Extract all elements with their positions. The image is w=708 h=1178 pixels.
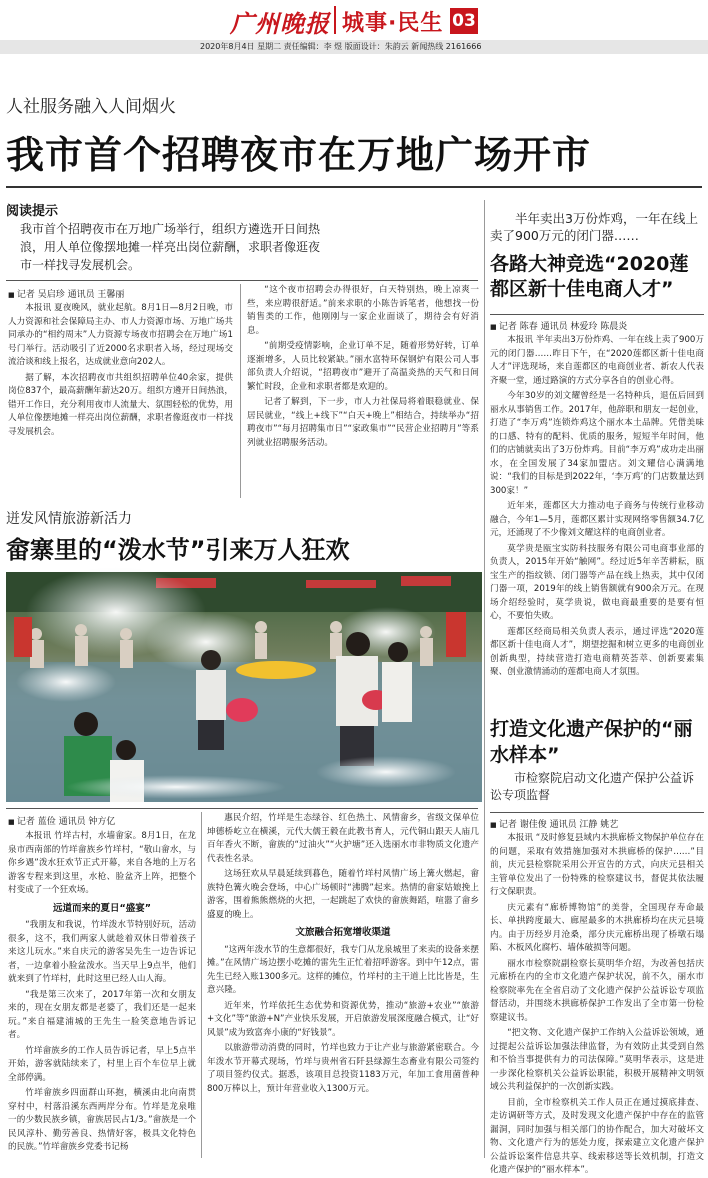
lead-paragraph: 本报讯 夏夜晚风，就业起航。8月1日—8月2日晚，市人力资源和社会保障局主办、市人力资源市场、万地广场共同承办的“相约周末”人力资源专场夜市招聘会在万地广场1号门举行。活动吸引了近2000名求职者入场，经过现场交流洽谈和线上报名，达成就业意向202人。 [8, 303, 233, 367]
lead-paragraph: “这个夜市招聘会办得很好，白天特别热，晚上凉爽一些，来应聘很舒适。”前来求职的小陈告诉笔者，他想找一份销售类的工作，他刚刚与一家企业面谈了，期待会有好消息。 [247, 285, 479, 336]
ecommerce-paragraph: 莲都区经商局相关负责人表示，通过评选“2020莲都区新十佳电商人才”，期望挖掘和树立更多的电商创业创新典型，持续营造打造电商精英荟萃、创新要素集聚、创业激情涌动的莲都电商人才氛围。 [490, 626, 704, 677]
heritage-paragraph: 庆元素有“廊桥博物馆”的美誉，全国现存寿命最长、单拱跨度最大、廊屋最多的木拱廊桥均在庆元县境内。由于历经岁月沧桑，部分庆元廊桥出现了桥墩石塌陷、木板风化腐朽、墙体破损等问题。 [490, 902, 704, 953]
column-rule [240, 284, 241, 498]
festival-byline: ■ 记者 蓝俭 通讯员 钟方亿 [8, 814, 115, 827]
heritage-paragraph: “把文物、文化遗产保护工作纳入公益诉讼领域，通过提起公益诉讼加强法律监督，为有效防止其受到自然和不恰当事提供有力的司法保障。”莫明华表示，这是进一步深化检察机关公益诉讼职能，积极开展精神文明领域公共利益保护的一次创新实践。 [490, 1028, 704, 1092]
heritage-dek: 市检察院启动文化遗产保护公益诉讼专项监督 [490, 771, 695, 802]
festival-byline-rule [6, 808, 478, 809]
heritage-byline-rule [490, 812, 704, 813]
heritage-body [490, 832, 704, 1175]
festival-subhead-2: 文旅融合拓宽增收渠道 [295, 927, 391, 938]
ecommerce-headline: 各路大神竞选“2020莲都区新十佳电商人才” [490, 253, 689, 300]
page-number-badge: 03 [450, 8, 478, 34]
heritage-headline: 打造文化遗产保护的“丽水样本” [490, 718, 693, 766]
festival-body-col1 [8, 830, 196, 1158]
lead-body-col1 [8, 302, 233, 498]
festival-paragraph: 竹垟畲族乡的工作人员告诉记者，早上5点半开始，游客就陆续来了，村里上百个车位早上就全部停满。 [8, 1045, 196, 1083]
digest-text: 我市首个招聘夜市在万地广场举行，组织方遴选开日间热浪，用人单位像摆地摊一样亮出岗位薪酬，求职者像逛夜市一样找寻发展机会。 [20, 222, 321, 272]
lead-body-col2 [247, 284, 479, 498]
festival-body-col2 [207, 812, 479, 1158]
lead-divider [6, 186, 702, 188]
festival-paragraph: 这场狂欢从早晨延续到暮色，随着竹垟村风情广场上篝火燃起，畲族特色篝火晚会登场，中心广场顿时“沸腾”起来。热情的畲家姑娘挽上游客，围着熊熊燃烧的火把，一起跳起了欢快的畲族舞蹈，喧嚣了畲乡盛夏的晚上。 [207, 869, 479, 920]
festival-paragraph: 惠民介绍，竹垟是生态绿谷、红色热土、风情畲乡，省级文保单位坤德桥屹立在横溪，元代大儒王毅在此教书育人，元代铜山跟天人庙几百年香火不断，畲族的“过油火”“火护塘”还入选丽水市非物质文化遗产代表性名录。 [207, 813, 479, 864]
heritage-paragraph: 本报讯 “及时修复县域内木拱廊桥文物保护单位存在的问题，采取有效措施加强对木拱廊桥的保护……”目前，庆元县检察院采用公开宣告的方式，向庆元县相关主管单位发出了一份特殊的检察建议书，督促其依法履行文保职责。 [490, 833, 704, 897]
ecommerce-paragraph: 今年30岁的刘文耀曾经是一名特种兵，退伍后回到丽水从事销售工作。2017年，他辞职和朋友一起创业，打造了“李万鸡”连锁炸鸡这个丽水本土品牌。凭借美味的口感、特有的配料、优质的服务，短短半年时间，他们的店铺就卖出了3万份炸鸡。目前“李万鸡”成功走出丽水，在全国发展了34家加盟店。刘文耀信心满满地说：“我们的目标是到2022年，‘李万鸡’的门店数量达到300家！” [490, 391, 704, 496]
lead-headline: 我市首个招聘夜市在万地广场开市 [6, 133, 592, 177]
issue-meta-line: 2020年8月4日 星期二 责任编辑：李 煜 版面设计：朱韵云 新闻热线 2161666 [0, 40, 708, 54]
festival-paragraph: “这两年泼水节的生意都很好，我专门从龙泉城里了来卖的设备来摆摊。”在风情广场边摆小吃摊的雷先生正忙着招呼游客。到中午12点，雷先生已经入账1300多元。这样的摊位，竹垟村的主干道上比比皆是，生意兴隆。 [207, 944, 479, 995]
section-name: 城事·民生 [342, 11, 444, 36]
festival-paragraph: “我是第三次来了，2017年第一次和女朋友来的，现在女朋友都是老婆了，我们还是一起来玩。”来自福建浦城的王先生一脸笑意地告诉记者。 [8, 989, 196, 1040]
festival-paragraph: 近年来，竹垟依托生态优势和资源优势，推动“旅游+农业”“旅游+文化”等“旅游+N”产业快乐发展，开启旅游发展深度融合模式，让“好风景”成为致富奔小康的“好钱景”。 [207, 1000, 479, 1038]
festival-paragraph: 竹垟畲族乡四面群山环抱，横溪由北向南贯穿村中，村落沿溪东西两岸分布。竹垟是龙泉唯一的少数民族乡镇，畲族居民占1/3。”畲族是一个民风淳朴、勤劳善良、热情好客，极具文化特色的民族。”竹垟畲族乡党委书记杨 [8, 1088, 196, 1152]
ecommerce-paragraph: 近年来，莲都区大力推动电子商务与传统行业移动融合，今年1—5月，莲都区累计实现网络零售额34.7亿元，还涌现了不少像刘文耀这样的电商创业者。 [490, 501, 704, 538]
ecommerce-byline-rule [490, 314, 704, 315]
paper-name: 广州晚报 [230, 9, 330, 38]
ecommerce-byline: ■ 记者 陈春 通讯员 林爱玲 陈晨炎 [490, 319, 627, 332]
ecommerce-dek: 半年卖出3万份炸鸡，一年在线上卖了900万元的闭门器…… [490, 211, 698, 243]
heritage-paragraph: 丽水市检察院副检察长莫明华介绍，为改善包括庆元廊桥在内的全市文化遗产保护状况，前不久，丽水市检察院率先在全省启动了文化遗产保护公益诉讼专项监督活动，并围绕木拱廊桥保护工作发出了全市第一份检察建议书。 [490, 958, 704, 1023]
festival-kicker: 迸发风情旅游新活力 [6, 511, 132, 527]
lead-kicker: 人社服务融入人间烟火 [6, 97, 176, 117]
ecommerce-body [490, 334, 704, 706]
column-rule [201, 812, 202, 1158]
lead-paragraph: 据了解，本次招聘夜市共组织招聘单位40余家，提供岗位837个，最高薪酬年薪达20万。组织方遴开日间热浪，错开工作日，充分利用夜市人流量大、氛围轻松的优势，用人单位像摆地摊一样亮出岗位薪酬，求职者像逛夜市一样找寻发展机会。 [8, 372, 233, 437]
masthead-divider [334, 6, 336, 34]
lead-paragraph: “前期受疫情影响，企业订单不足，随着形势好转，订单逐渐增多，人员比较紧缺。”丽水富特环保钢炉有限公司人事部负责人介绍说，“招聘夜市”避开了高温炎热的天气和日间繁忙时段，企业和求职者都是欢迎的。 [247, 341, 479, 392]
festival-paragraph: “我朋友和我说，竹垟泼水节特别好玩，活动很多，这不，我们两家人就趁着双休日带着孩子来这儿玩水。”来自庆元的游客吴先生一边告诉记者，一边拿着小脸盆泼水。当天早上9点半，他们就来到了竹垟村，此时这里已经人山人海。 [8, 920, 196, 984]
lead-byline: ■ 记者 吴启珍 通讯员 王馨丽 [8, 287, 124, 300]
festival-paragraph: 本报讯 竹垟古村，水墙畲家。8月1日，在龙泉市西南部的竹垟畲族乡竹垟村，“敬山畲水，与你乡遇”泼水狂欢节正式开幕，来自各地的上万名游客专程来到这里，水枪、脸盆齐上阵，把整个村变成了一个狂欢场。 [8, 831, 196, 895]
lead-paragraph: 记者了解到，下一步，市人力社保局将着眼稳就业、保居民就业，“线上+线下”“白天+晚上”相结合，持续举办“招聘夜市”“每月招聘集市日”“家政集市”“民营企业招聘月”等系列就业招聘服务活动。 [247, 397, 479, 448]
heritage-paragraph: 目前，全市检察机关工作人员正在通过摸底排查、走访调研等方式，及时发现文化遗产保护中存在的监管漏洞，同时加强与相关部门的协作配合，加大对破坏文物、文化遗产行为的惩处力度，探索建立文化遗产保护公益诉讼案件信息共享、线索移送等长效机制，打造文化遗产保护的“丽水样本”。 [490, 1097, 704, 1175]
festival-paragraph: 以旅游带动消费的同时，竹垟也致力于让产业与旅游紧密联合。今年泼水节开幕式现场，竹垟与贵州省石阡县绿源生态畜业有限公司签约了项目签约仪式。据悉，该项目总投资1183万元，年加工食用菌普种800万棒以上，预计年营业收入1300万元。 [207, 1043, 479, 1094]
lead-byline-rule [6, 280, 478, 281]
masthead [0, 0, 708, 52]
festival-photo [6, 572, 482, 802]
festival-subhead-1: 远道而来的夏日“盛宴” [53, 902, 151, 914]
digest-label: 阅读提示 [6, 204, 59, 219]
ecommerce-paragraph: 本报讯 半年卖出3万份炸鸡、一年在线上卖了900万元的闭门器……昨日下午，在“2020莲都区新十佳电商人才”评选现场，来自莲都区的电商创业者、新农人代表齐聚一堂，通过路演的方式分享各自的创业心得。 [490, 335, 704, 386]
ecommerce-paragraph: 莫学贵是瓯宝实防科技服务有限公司电商事业部的负责人，2015年开始“触网”。经过近5年辛苦耕耘，瓯宝生产的指纹锁、闭门器等产品在线上热卖，其中仅闭门器一项，2019年的线上销售额就有900余万元。在现场介绍经验时，莫学贵说，做电商最重要的是要有恒心，不要怕失败。 [490, 543, 704, 621]
main-column-rule [484, 200, 485, 1158]
festival-headline: 畲寨里的“泼水节”引来万人狂欢 [6, 536, 350, 564]
heritage-byline: ■ 记者 谢佳俊 通讯员 江静 姚艺 [490, 817, 618, 830]
water-festival-photo-image [6, 572, 482, 802]
